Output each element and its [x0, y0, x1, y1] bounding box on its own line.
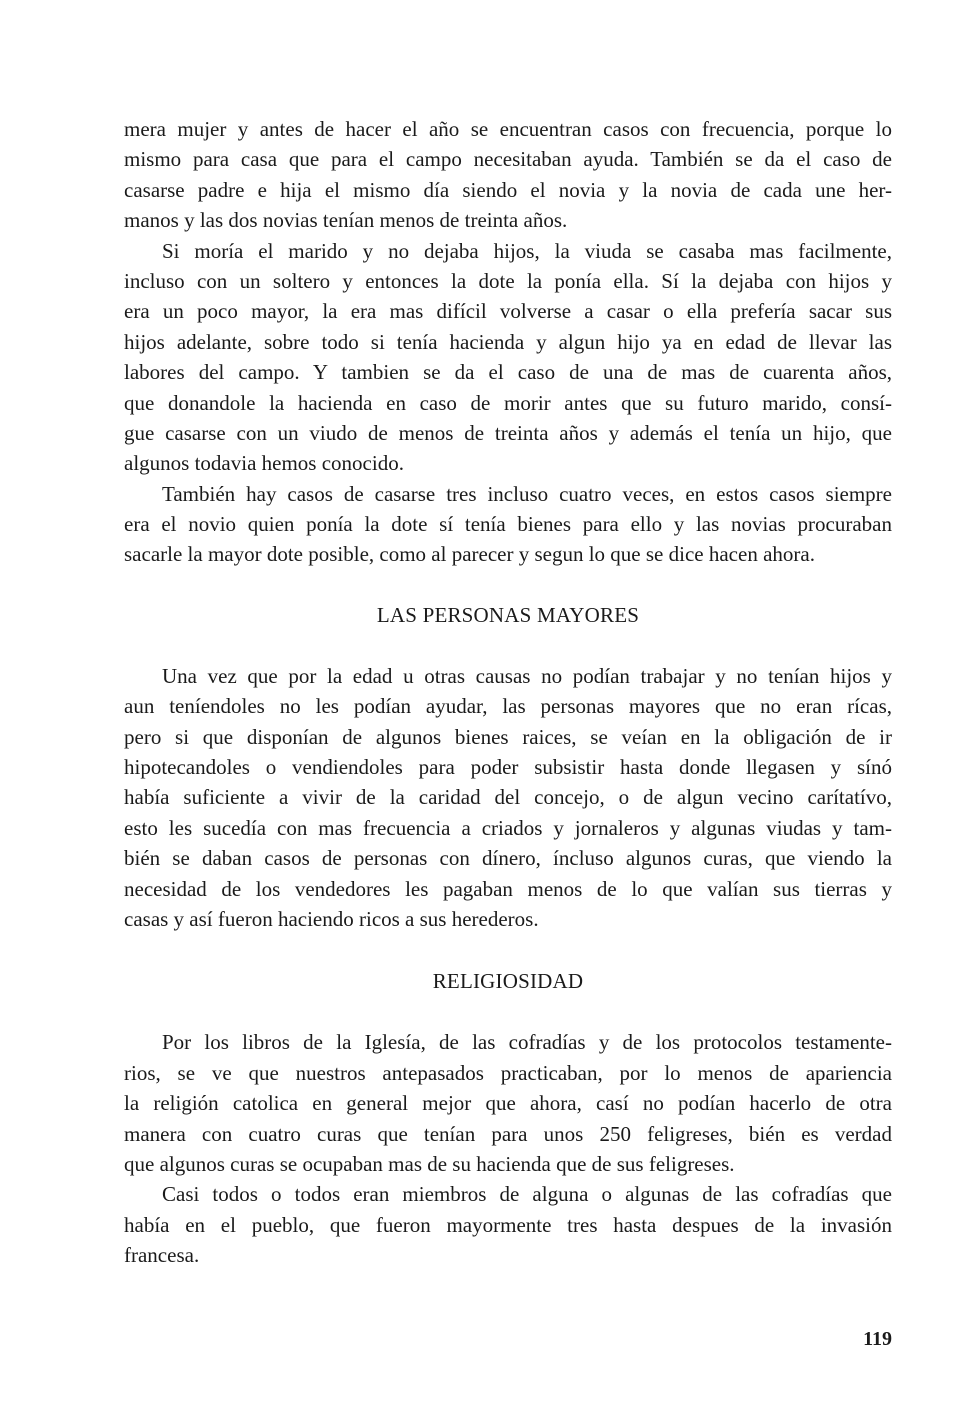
text-line: había suficiente a vivir de la caridad del concejo, o de algun vecino carítatívo, — [124, 785, 892, 810]
text-line: había en el pueblo, que fueron mayormente tres hasta despues de la invasión — [124, 1212, 892, 1237]
text-line: mera mujer y antes de hacer el año se encuentran casos con frecuencia, porque lo — [124, 117, 892, 141]
text-line: casarse padre e hija el mismo día siendo el novia y la novia de cada une her- — [124, 177, 892, 202]
text-line: bién se daban casos de personas con dínero, íncluso algunos curas, que viendo la — [124, 846, 892, 871]
text-line: Por los libros de la Iglesía, de las cofradías y de los protocolos testamente- — [162, 1030, 892, 1055]
text-line: aun teníendoles no les podían ayudar, las personas mayores que no eran rícas, — [124, 694, 892, 719]
text-line: Si moría el marido y no dejaba hijos, la viuda se casaba mas facilmente, — [162, 238, 892, 263]
text-line: rios, se ve que nuestros antepasados practicaban, por lo menos de apariencia — [124, 1060, 892, 1085]
text-line: hijos adelante, sobre todo si tenía hacienda y algun hijo ya en edad de llevar las — [124, 329, 892, 354]
paragraph-2 — [124, 236, 892, 479]
page-number: 119 — [863, 1328, 892, 1350]
text-line: necesidad de los vendedores les pagaban menos de lo que valían sus tierras y — [124, 876, 892, 901]
text-line: la religión catolica en general mejor que ahora, casí no podían hacerlo de otra — [124, 1091, 892, 1116]
section-heading-personas-mayores: LAS PERSONAS MAYORES — [376, 602, 640, 627]
text-line: que donandole la hacienda en caso de morir antes que su futuro marido, consí- — [124, 390, 892, 415]
text-line: Una vez que por la edad u otras causas no podían trabajar y no tenían hijos y — [162, 663, 892, 688]
text-line: hipotecandoles o vendiendoles para poder subsistir hasta donde llegasen y sínó — [124, 755, 892, 780]
text-line: gue casarse con un viudo de menos de treinta años y además el tenía un hijo, que — [124, 420, 892, 445]
text-line: labores del campo. Y tambien se da el caso de una de mas de cuarenta años, — [124, 360, 892, 385]
text-line: manera con cuatro curas que tenían para unos 250 feligreses, bién es verdad — [124, 1121, 892, 1146]
text-line: mismo para casa que para el campo necesitaban ayuda. También se da el caso de — [124, 147, 892, 172]
text-line: Casi todos o todos eran miembros de alguna o algunas de las cofradías que — [162, 1182, 892, 1207]
text-line: casas y así fueron haciendo ricos a sus herederos. — [124, 906, 539, 931]
text-line: sacarle la mayor dote posible, como al parecer y segun lo que se dice hacen ahora. — [124, 542, 815, 567]
paragraph-5 — [124, 1027, 892, 1179]
text-line: manos y las dos novias tenían menos de treinta años. — [124, 208, 568, 233]
text-line: algunos todavia hemos conocido. — [124, 451, 404, 476]
paragraph-3 — [124, 479, 892, 570]
text-line: esto les sucedía con mas frecuencia a criados y jornaleros y algunas viudas y tam- — [124, 815, 892, 840]
paragraph-1 — [124, 114, 892, 236]
text-line: incluso con un soltero y entonces la dote la ponía ella. Sí la dejaba con hijos y — [124, 268, 892, 293]
text-line: era un poco mayor, la era mas difícil volverse a casar o ella prefería sacar sus — [124, 299, 892, 324]
text-line: era el novio quien ponía la dote sí tenía bienes para ello y las novias procuraban — [124, 512, 892, 537]
paragraph-4 — [124, 661, 892, 935]
paragraph-6 — [124, 1179, 892, 1270]
text-line: También hay casos de casarse tres incluso cuatro veces, en estos casos siempre — [162, 481, 892, 506]
text-line: pero si que disponían de algunos bienes raices, se veían en la obligación de ir — [124, 724, 892, 749]
text-line: francesa. — [124, 1243, 200, 1268]
text-line: que algunos curas se ocupaban mas de su hacienda que de sus feligreses. — [124, 1151, 735, 1176]
page-body — [124, 114, 892, 1271]
section-heading-religiosidad: RELIGIOSIDAD — [432, 969, 584, 994]
